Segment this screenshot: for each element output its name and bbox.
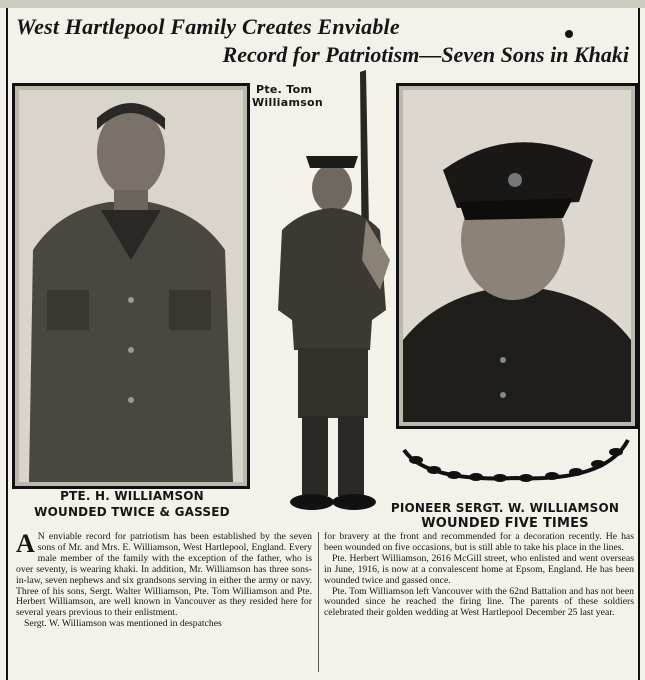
right-border-rule (638, 8, 640, 680)
article-paragraph-2: Sergt. W. Williamson was mentioned in despatches (24, 618, 222, 630)
left-soldier-photo (19, 90, 243, 482)
center-soldier-figure (262, 70, 402, 525)
page-top-strip (0, 0, 645, 8)
article-column-right (324, 532, 634, 619)
laurel-decoration (396, 420, 636, 490)
headline-line-1: West Hartlepool Family Creates Enviable (16, 14, 400, 39)
left-border-rule (6, 8, 8, 680)
article-paragraph-4: Pte. Herbert Williamson, 2616 McGill street, who enlisted and went overseas in June, 1916, is now at a convalescent home at Epsom, England. He has been wounded twice and gassed once. (324, 552, 634, 586)
article-column-left (16, 529, 312, 630)
left-caption-name: PTE. H. WILLIAMSON (60, 489, 204, 503)
right-caption-name: PIONEER SERGT. W. WILLIAMSON (390, 501, 620, 515)
drop-cap: A (16, 529, 35, 558)
right-soldier-photo (403, 90, 631, 422)
article-paragraph-1: N enviable record for patriotism has been established by the seven sons of Mr. and Mrs. E. Williamson, West Hartlepool, England. Every male member of the family with the exception of the father, who is over seventy, is wearing khaki. In addition, Mr. Williamson has three sons-in-law, seven nephews and six grandsons serving in either the army or navy. Three of his sons, Sergt. Walter Williamson, Pte. Tom Williamson and Pte. Herbert Williamson, are well known in Vancouver as they resided here for several years previous to their enlistment. (16, 531, 312, 619)
center-label-line-1: Pte. Tom (256, 83, 313, 96)
center-label-line-2: Williamson (252, 96, 324, 109)
article-paragraph-5: Pte. Tom Williamson left Vancouver with the 62nd Battalion and has not been wounded since he reached the firing line. The parents of these soldiers celebrated their golden wedding at West Hartlepool December 25 last year. (324, 585, 634, 619)
left-caption-detail: WOUNDED TWICE & GASSED (34, 505, 230, 519)
right-caption (372, 500, 638, 532)
article-paragraph-3: for bravery at the front and recommended for a decoration recently. He has been wounded on five occasions, but is still able to take his place in the lines. (324, 531, 634, 553)
headline-dot (565, 30, 573, 38)
column-separator (318, 532, 319, 672)
right-caption-detail: WOUNDED FIVE TIMES (421, 516, 589, 531)
left-caption (22, 488, 242, 520)
left-photo-frame (12, 83, 250, 489)
headline-line-2: Record for Patriotism—Seven Sons in Khaki (222, 42, 629, 67)
right-photo-frame (396, 83, 638, 429)
